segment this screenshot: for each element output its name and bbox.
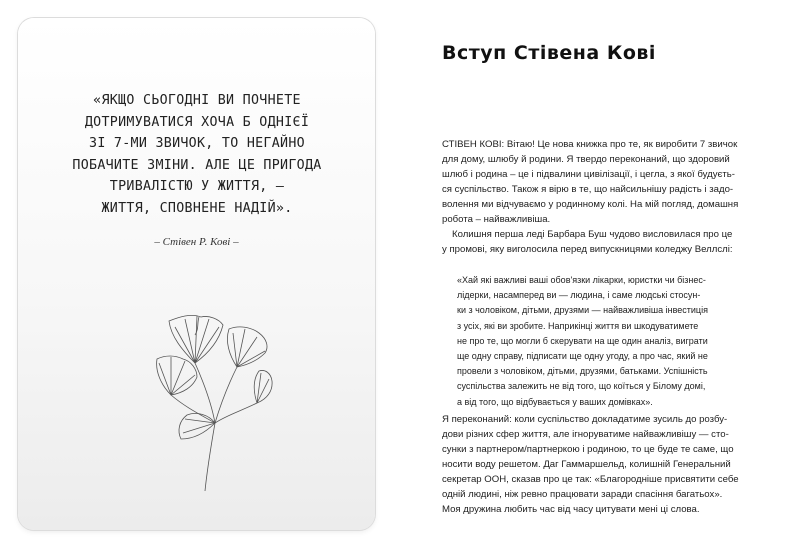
text-line: ся суспільство. Також я вірю в те, що найсильнішу радість і задо- xyxy=(442,184,734,195)
text-line: одній людині, ніж ревно працювати заради спасіння багатьох». xyxy=(442,489,723,500)
paragraph-conclusion xyxy=(442,412,772,517)
quote-line: не про те, що могли б скерувати на ще один аналіз, виграти xyxy=(457,335,708,346)
text-line: СТІВЕН КОВІ: Вітаю! Це нова книжка про те, як виробити 7 звичок xyxy=(442,139,738,150)
quote-line: ТРИВАЛІСТЮ У ЖИТТЯ, — xyxy=(109,179,285,194)
quote-line: ЗІ 7-МИ ЗВИЧОК, ТО НЕГАЙНО xyxy=(89,136,305,151)
quote-line: провели з чоловіком, дітьми, друзями, батьками. Успішність xyxy=(457,366,708,377)
text-line: дови різних сфер життя, але ігноруватиме найважливішу — сто- xyxy=(442,429,729,440)
left-page-card xyxy=(18,18,375,530)
quote-line: ки з чоловіком, дітьми, друзями — найважливіша інвестиція xyxy=(457,305,708,316)
quote-line: «Хай які важливі ваші обов'язки лікарки, юристки чи бізнес- xyxy=(457,275,706,285)
text-line: Я переконаний: коли суспільство докладатиме зусиль до розбу- xyxy=(442,414,728,425)
ginkgo-leaves-illustration xyxy=(153,311,273,493)
text-line: носити воду решетом. Даг Гаммаршельд, колишній Генеральний xyxy=(442,459,731,470)
text-line: у промові, яку виголосила перед випускницями коледжу Веллслі: xyxy=(442,244,733,255)
right-page xyxy=(410,0,800,551)
quote-author: – Стівен Р. Кові – xyxy=(154,236,239,248)
text-line: шлюб і родина – це і підвалини цивілізації, і цегла, з якої будуєть- xyxy=(442,169,735,180)
quote-line: лідерки, насамперед ви — людина, і саме людські стосун- xyxy=(457,290,701,301)
paragraph-intro xyxy=(442,137,772,227)
blockquote xyxy=(457,273,762,410)
quote-line: а від того, що відбувається у ваших домівках». xyxy=(457,396,653,407)
text-line: Моя дружина любить час від часу цитувати мені ці слова. xyxy=(442,504,700,515)
quote-line: суспільства залежить не від того, що коїться у Білому домі, xyxy=(457,381,706,392)
quote-line: ПОБАЧИТЕ ЗМІНИ. АЛЕ ЦЕ ПРИГОДА xyxy=(72,157,322,173)
quote-line: з усіх, які ви зробите. Наприкінці життя ви шкодуватимете xyxy=(457,320,699,331)
chapter-title: Вступ Стівена Кові xyxy=(442,42,656,64)
quote-line: ЖИТТЯ, СПОВНЕНЕ НАДІЙ». xyxy=(101,200,293,216)
text-line: сунки з партнером/партнеркою і родиною, то це буде те саме, що xyxy=(442,444,734,455)
text-line: Колишня перша леді Барбара Буш чудово висловилася про це xyxy=(452,229,733,240)
paragraph-barbara-bush xyxy=(442,227,772,257)
epigraph-quote xyxy=(46,90,348,219)
text-line: волення ми відчуваємо у родинному колі. На мій погляд, домашня xyxy=(442,199,739,210)
text-line: для дому, шлюбу й родини. Я твердо переконаний, що здоровий xyxy=(442,154,730,165)
quote-line: «ЯКЩО СЬОГОДНІ ВИ ПОЧНЕТЕ xyxy=(93,93,301,108)
text-line: робота – найважливіша. xyxy=(442,214,551,225)
quote-line: ДОТРИМУВАТИСЯ ХОЧА Б ОДНІЄЇ xyxy=(84,114,310,130)
text-line: секретар ООН, сказав про це так: «Благородніше присвятити себе xyxy=(442,474,739,485)
quote-line: ще одну справу, підписати ще одну угоду, а про час, який не xyxy=(457,351,708,362)
